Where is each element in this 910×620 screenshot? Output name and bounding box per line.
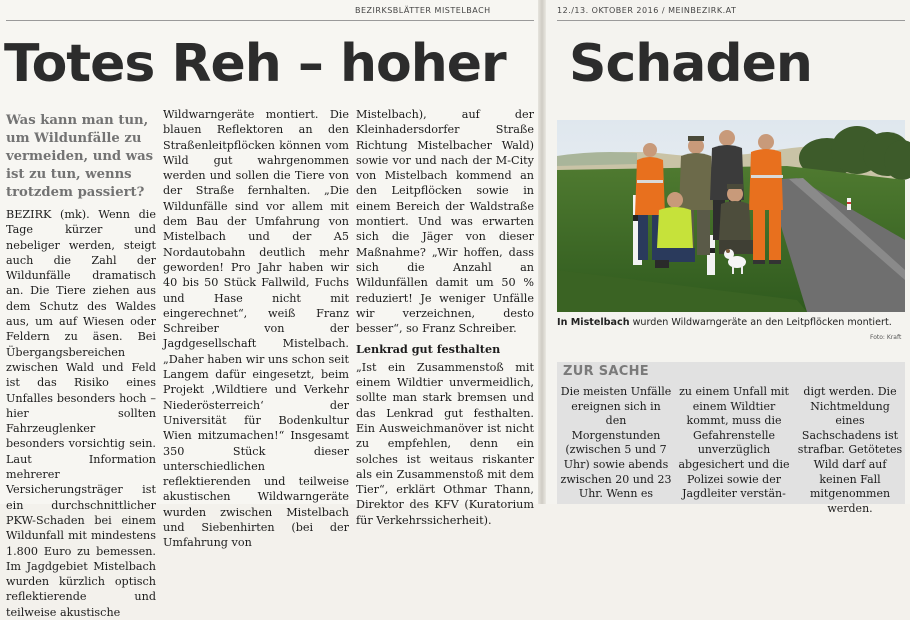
zur-sache-column-3: digt werden. Die Nichtmeldung eines Sachschadens ist strafbar. Getötetes Wild darf auf keinen Fall mitgenommen werden. — [797, 385, 903, 515]
photo-caption — [557, 316, 905, 329]
page-gutter — [538, 0, 546, 504]
zur-sache-column-2: zu einem Unfall mit einem Wildtier kommt, muss die Gefahrenstelle unverzüglich abgesichert und die Polizei sowie der Jagdleiter verstän- — [678, 385, 790, 501]
left-header-rule — [6, 20, 534, 21]
column-3-subhead: Lenkrad gut festhalten — [356, 342, 501, 357]
article-column-1 — [6, 207, 156, 619]
right-header-rule — [557, 20, 905, 21]
right-running-head: 12./13. OKTOBER 2016 / MEINBEZIRK.AT — [557, 6, 737, 15]
zur-sache-title: ZUR SACHE — [563, 364, 649, 379]
headline-right: Schaden — [569, 34, 812, 94]
headline-left: Totes Reh – hoher — [4, 34, 506, 94]
article-deck: Was kann man tun, um Wildunfälle zu vermeiden, und was ist zu tun, wenns trotzdem passiert? — [6, 113, 154, 200]
photo-illustration — [557, 120, 905, 312]
column-2-text: Wildwarngeräte montiert. Die blauen Reflektoren an den Straßenleitpflöcken können vom Wild gut wahrgenommen werden und sollen die Tiere von der Straße fernhalten. „Die Wildunfälle sind vor allem mit dem Bau der Umfahrung von Mistelbach und der A5 Nordautobahn deutlich mehr geworden! Pro Jahr haben wir 40 bis 50 Stück Fallwild, Fuchs und Hase nicht mit eingerechnet“, weiß Franz Schreiber von der Jagdgesellschaft Mistelbach. „Daher haben wir uns schon seit Langem dafür eingesetzt, beim Projekt ‚Wildtiere und Verkehr Niederösterreich‘ der Universität für Bodenkultur Wien mitzumachen!“ Insgesamt 350 Stück dieser unterschiedlichen reflektierenden und teilweise akustischen Wildwarngeräte wurden zwischen Mistelbach und Siebenhirten (bei der Umfahrung von — [163, 108, 349, 550]
column-3-text-2: „Ist ein Zusammenstoß mit einem Wildtier unvermeidlich, sollte man stark bremsen und das Lenkrad gut festhalten. Ein Ausweichmanöver ist nicht zu empfehlen, denn ein solches ist weitaus riskanter als ein Zusammenstoß mit dem Tier“, erklärt Othmar Thann, Direktor des KFV (Kuratorium für Verkehrssicherheit). — [356, 360, 534, 527]
photo-credit: Foto: Kraft — [870, 334, 902, 341]
article-column-3 — [356, 107, 534, 527]
column-1-text: BEZIRK (mk). Wenn die Tage kürzer und nebeliger werden, steigt auch die Zahl der Wildunfälle dramatisch an. Die Tiere ziehen aus dem Schutz des Waldes aus, um auf Wiesen oder Feldern zu äsen. Bei Übergangsbereichen zwischen Wald und Feld ist das Risiko eines Unfalles besonders hoch – hier sollten Fahrzeuglenker besonders vorsichtig sein. Laut Information mehrerer Versicherungsträger ist ein durchschnittlicher PKW-Schaden bei einem Wildunfall mit mindestens 1.800 Euro zu bemessen. Im Jagdgebiet Mistelbach wurden kürzlich optisch reflektierende und teilweise akustische — [6, 208, 156, 619]
left-running-head: BEZIRKSBLÄTTER MISTELBACH — [355, 6, 491, 15]
caption-text: wurden Wildwarngeräte an den Leitpflöcken montiert. — [629, 317, 892, 328]
article-photo — [557, 120, 905, 312]
caption-lead: In Mistelbach — [557, 317, 630, 328]
article-column-2 — [163, 107, 349, 550]
column-3-text: Mistelbach), auf der Kleinhadersdorfer Straße Richtung Mistelbacher Wald) sowie vor und nach der M-City von Mistelbach kommend an den Leitpflöcken sowie in einem Bereich der Waldstraße montiert. Und was erwarten sich die Jäger von dieser Maßnahme? „Wir hoffen, dass sich die Anzahl an Wildunfällen damit um 50 % reduziert! Je weniger Unfälle wir verzeichnen, desto besser“, so Franz Schreiber. — [356, 108, 534, 336]
zur-sache-column-1: Die meisten Unfälle ereignen sich in den Morgenstunden (zwischen 5 und 7 Uhr) sowie abends zwischen 20 und 23 Uhr. Wenn es — [560, 385, 672, 501]
